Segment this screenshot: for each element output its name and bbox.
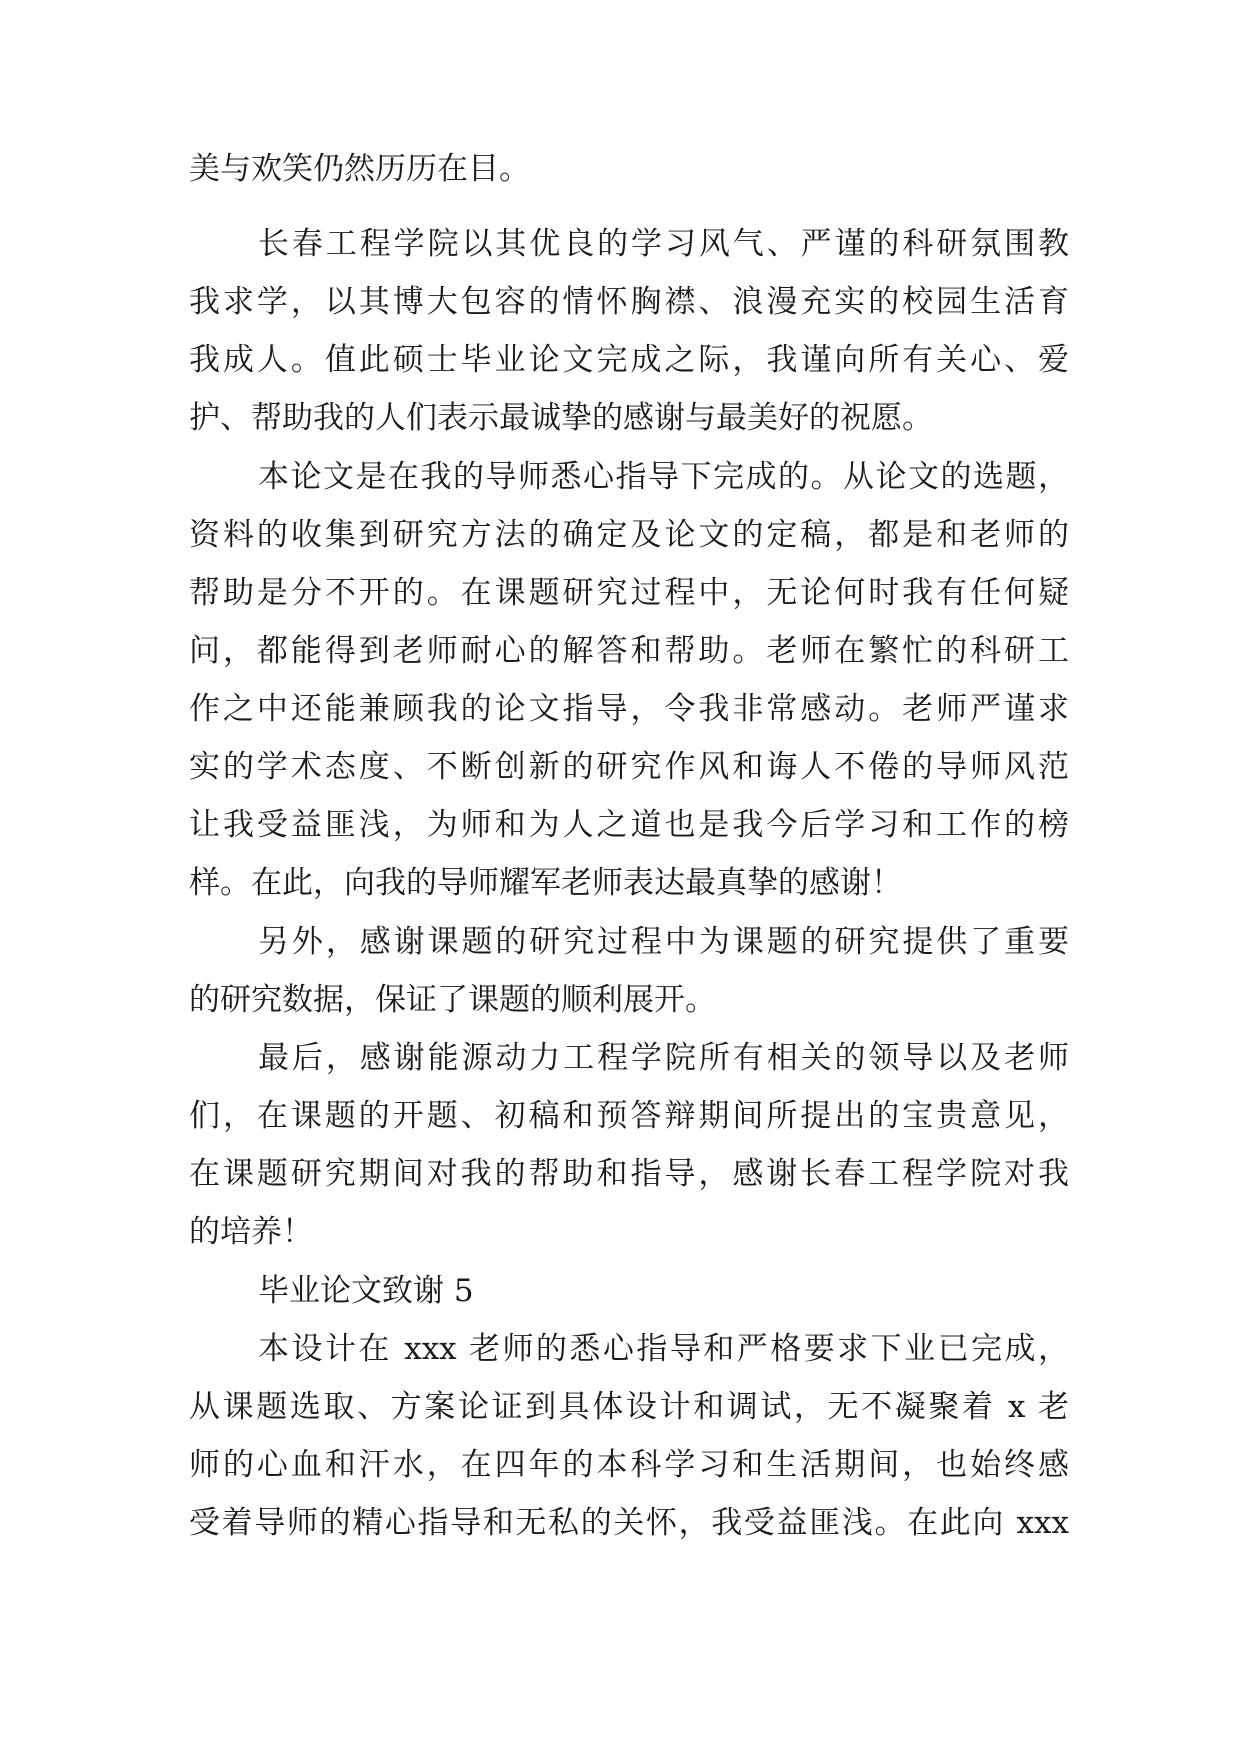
text-line: 我求学，以其博大包容的情怀胸襟、浪漫充实的校园生活育 (189, 284, 1069, 320)
text-line: 们，在课题的开题、初稿和预答辩期间所提出的宝贵意见， (189, 1098, 1069, 1134)
text-line: 美与欢笑仍然历历在目。 (189, 151, 530, 187)
text-line: 的培养！ (189, 1214, 313, 1250)
text-line: 我成人。值此硕士毕业论文完成之际，我谨向所有关心、爱 (189, 342, 1069, 378)
text-line: 师的心血和汗水，在四年的本科学习和生活期间，也始终感 (189, 1447, 1069, 1483)
text-line: 的研究数据，保证了课题的顺利展开。 (189, 982, 716, 1018)
text-line: 问，都能得到老师耐心的解答和帮助。老师在繁忙的科研工 (189, 633, 1069, 669)
paragraph-first-line: 本论文是在我的导师悉心指导下完成的。从论文的选题， (258, 459, 1069, 495)
text-line: 样。在此，向我的导师耀军老师表达最真挚的感谢！ (189, 865, 902, 901)
text-line: 帮助是分不开的。在课题研究过程中，无论何时我有任何疑 (189, 575, 1069, 611)
text-line: 从课题选取、方案论证到具体设计和调试，无不凝聚着 x 老 (189, 1389, 1069, 1425)
paragraph-first-line: 最后，感谢能源动力工程学院所有相关的领导以及老师 (258, 1040, 1069, 1076)
section-heading: 毕业论文致谢 5 (258, 1273, 474, 1309)
paragraph-first-line: 另外，感谢课题的研究过程中为课题的研究提供了重要 (258, 924, 1069, 960)
paragraph-first-line: 本设计在 xxx 老师的悉心指导和严格要求下业已完成， (258, 1331, 1069, 1367)
text-line: 让我受益匪浅，为师和为人之道也是我今后学习和工作的榜 (189, 807, 1069, 843)
text-line: 受着导师的精心指导和无私的关怀，我受益匪浅。在此向 xxx (189, 1505, 1069, 1541)
text-line: 在课题研究期间对我的帮助和指导，感谢长春工程学院对我 (189, 1156, 1069, 1192)
paragraph-first-line: 长春工程学院以其优良的学习风气、严谨的科研氛围教 (258, 226, 1069, 262)
text-line: 资料的收集到研究方法的确定及论文的定稿，都是和老师的 (189, 517, 1069, 553)
text-line: 作之中还能兼顾我的论文指导，令我非常感动。老师严谨求 (189, 691, 1069, 727)
text-line: 护、帮助我的人们表示最诚挚的感谢与最美好的祝愿。 (189, 400, 933, 436)
text-line: 实的学术态度、不断创新的研究作风和诲人不倦的导师风范 (189, 749, 1069, 785)
